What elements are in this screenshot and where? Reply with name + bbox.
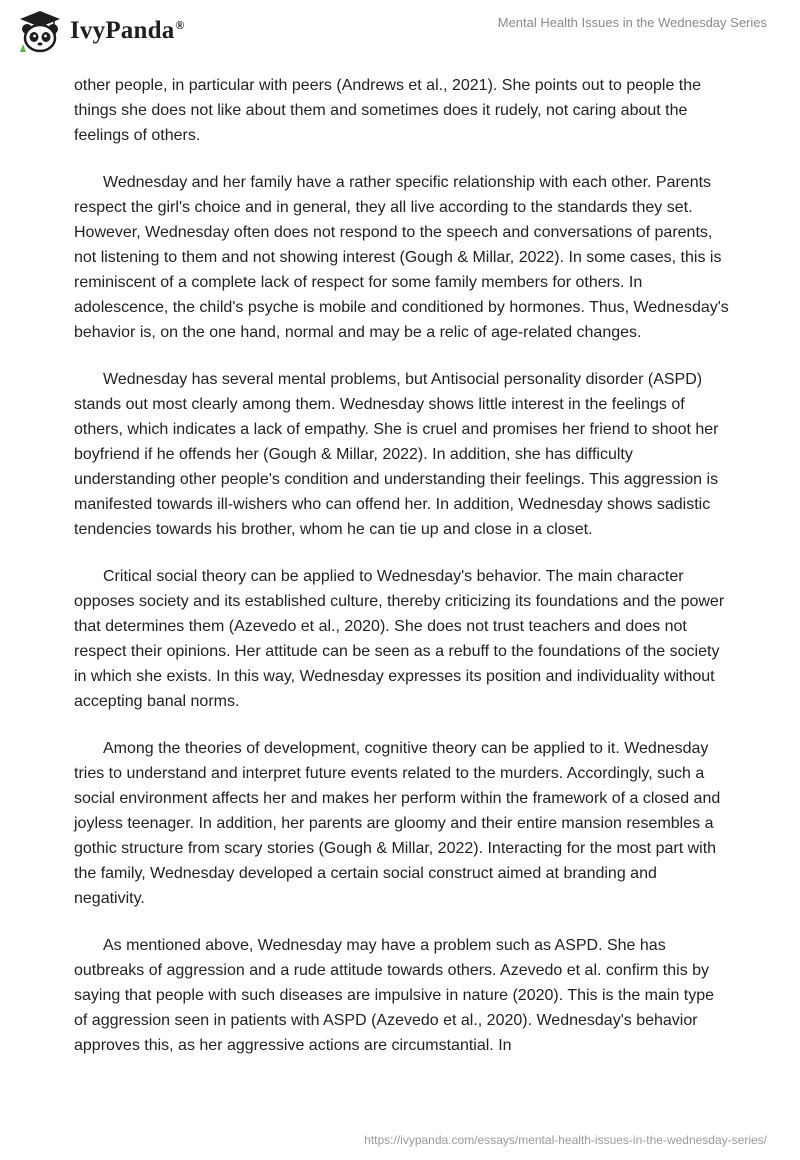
brand-logo[interactable] bbox=[14, 8, 185, 54]
document-title: Mental Health Issues in the Wednesday Series bbox=[497, 15, 767, 30]
brand-text: IvyPanda bbox=[70, 17, 175, 44]
paragraph-4: Critical social theory can be applied to Wednesday's behavior. The main character opposes society and its established culture, thereby criticizing its foundations and the power that determines them (Azevedo et al., 2020). She does not trust teachers and does not respect their opinions. Her attitude can be seen as a rebuff to the foundations of the society in which she exists. In this way, Wednesday expresses its position and individuality without accepting banal norms. bbox=[74, 568, 725, 710]
brand-name bbox=[70, 17, 185, 45]
paragraph-5: Among the theories of development, cognitive theory can be applied to it. Wednesday tries to understand and interpret future events related to the murders. Accordingly, such a social environment affects her and makes her perform within the framework of a closed and joyless teenager. In addition, her parents are gloomy and their entire mansion resembles a gothic structure from scary stories (Gough & Millar, 2022). Interacting for the most part with the family, Wednesday developed a certain social construct aimed at branding and negativity. bbox=[74, 740, 721, 907]
paragraph-2: Wednesday and her family have a rather specific relationship with each other. Parents respect the girl's choice and in general, they all live according to the standards they set. However, Wednesday often does not respond to the speech and conversations of parents, not listening to them and not showing interest (Gough & Millar, 2022). In some cases, this is reminiscent of a complete lack of respect for some family members for others. In adolescence, the child's psyche is mobile and conditioned by hormones. Thus, Wednesday's behavior is, on the one hand, normal and may be a relic of age-related changes. bbox=[74, 174, 729, 341]
registered-mark: ® bbox=[175, 17, 185, 32]
essay-body bbox=[74, 73, 730, 1080]
paragraph-3: Wednesday has several mental problems, but Antisocial personality disorder (ASPD) stands out most clearly among them. Wednesday shows little interest in the feelings of others, which indicates a lack of empathy. She is cruel and promises her friend to shoot her boyfriend if he offends her (Gough & Millar, 2022). In addition, she has difficulty understanding other people's condition and understanding their feelings. This aggression is manifested towards ill-wishers who can offend her. In addition, Wednesday shows sadistic tendencies towards his brother, whom he can tie up and close in a closet. bbox=[74, 371, 719, 538]
paragraph-6: As mentioned above, Wednesday may have a problem such as ASPD. She has outbreaks of aggression and a rude attitude towards others. Azevedo et al. confirm this by saying that people with such diseases are impulsive in nature (2020). This is the main type of aggression seen in patients with ASPD (Azevedo et al., 2020). Wednesday's behavior approves this, as her aggressive actions are circumstantial. In bbox=[74, 937, 715, 1054]
page-header bbox=[0, 0, 800, 70]
paragraph-1: other people, in particular with peers (Andrews et al., 2021). She points out to people the things she does not like about them and sometimes does it rudely, not caring about the feelings of others. bbox=[74, 77, 702, 144]
source-url[interactable]: https://ivypanda.com/essays/mental-health-issues-in-the-wednesday-series/ bbox=[364, 1133, 767, 1147]
panda-graduate-icon bbox=[14, 8, 64, 54]
